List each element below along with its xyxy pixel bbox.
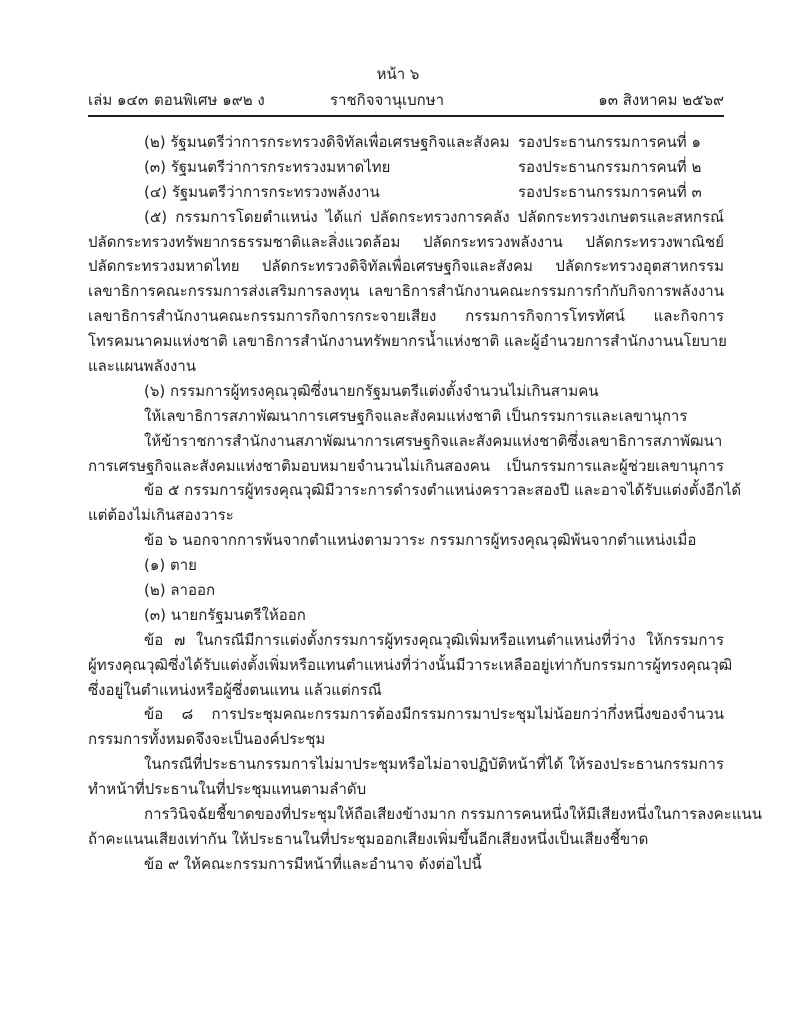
text-line: (๖) กรรมการผู้ทรงคุณวุฒิซึ่งนายกรัฐมนตรีแต่งตั้งจำนวนไม่เกินสามคน bbox=[144, 381, 599, 400]
committee-role: รองประธานกรรมการคนที่ ๒ bbox=[518, 157, 702, 176]
list-item: (๑) ตาย bbox=[144, 556, 197, 575]
gazette-title: ราชกิจจานุเบกษา bbox=[330, 91, 445, 109]
text-line: แต่ต้องไม่เกินสองวาระ bbox=[88, 506, 234, 525]
publication-date: ๑๓ สิงหาคม ๒๕๖๙ bbox=[598, 91, 724, 109]
text-line: ปลัดกระทรวงมหาดไทย ปลัดกระทรวงดิจิทัลเพื่อเศรษฐกิจและสังคม ปลัดกระทรวงอุตสาหกรรม bbox=[88, 257, 724, 276]
clause-line: ข้อ ๗ ในกรณีมีการแต่งตั้งกรรมการผู้ทรงคุณวุฒิเพิ่มหรือแทนตำแหน่งที่ว่าง ให้กรรมการ bbox=[144, 630, 724, 649]
running-header bbox=[88, 88, 724, 114]
text-line: ให้เลขาธิการสภาพัฒนาการเศรษฐกิจและสังคมแห่งชาติ เป็นกรรมการและเลขานุการ bbox=[144, 406, 688, 425]
committee-row bbox=[88, 180, 724, 205]
text-line: ปลัดกระทรวงทรัพยากรธรรมชาติและสิ่งแวดล้อม ปลัดกระทรวงพลังงาน ปลัดกระทรวงพาณิชย์ bbox=[88, 232, 724, 251]
list-item: (๓) นายกรัฐมนตรีให้ออก bbox=[144, 605, 306, 624]
clause-line: ข้อ ๙ ให้คณะกรรมการมีหน้าที่และอำนาจ ดังต่อไปนี้ bbox=[144, 854, 482, 873]
volume-number: เล่ม ๑๔๓ bbox=[88, 91, 149, 109]
committee-role: รองประธานกรรมการคนที่ ๑ bbox=[518, 133, 701, 151]
header-rule bbox=[88, 115, 724, 117]
document-body bbox=[88, 130, 762, 877]
text-line: เลขาธิการคณะกรรมการส่งเสริมการลงทุน เลขาธิการสำนักงานคณะกรรมการกำกับกิจการพลังงาน bbox=[88, 282, 724, 301]
text-line: ผู้ทรงคุณวุฒิซึ่งได้รับแต่งตั้งเพิ่มหรือแทนตำแหน่งที่ว่างนั้นมีวาระเหลืออยู่เท่ากับกรรมการผู้ทรงคุณวุฒิ bbox=[88, 655, 733, 674]
committee-row bbox=[88, 155, 724, 180]
clause-line: ข้อ ๕ กรรมการผู้ทรงคุณวุฒิมีวาระการดำรงตำแหน่งคราวละสองปี และอาจได้รับแต่งตั้งอีกได้ bbox=[144, 481, 742, 500]
text-line: ให้ข้าราชการสำนักงานสภาพัฒนาการเศรษฐกิจและสังคมแห่งชาติซึ่งเลขาธิการสภาพัฒนา bbox=[144, 431, 723, 450]
section-number: ตอนพิเศษ ๑๙๒ ง bbox=[154, 91, 265, 109]
committee-role: รองประธานกรรมการคนที่ ๓ bbox=[518, 182, 702, 201]
committee-member: (๒) รัฐมนตรีว่าการกระทรวงดิจิทัลเพื่อเศรษฐกิจและสังคม bbox=[144, 133, 510, 151]
text-line: ในกรณีที่ประธานกรรมการไม่มาประชุมหรือไม่อาจปฏิบัติหน้าที่ได้ ให้รองประธานกรรมการ bbox=[144, 755, 724, 774]
text-line: กรรมการทั้งหมดจึงจะเป็นองค์ประชุม bbox=[88, 730, 326, 749]
committee-member: (๓) รัฐมนตรีว่าการกระทรวงมหาดไทย bbox=[144, 157, 391, 176]
text-line: (๕) กรรมการโดยตำแหน่ง ได้แก่ ปลัดกระทรวงการคลัง ปลัดกระทรวงเกษตรและสหกรณ์ bbox=[144, 207, 724, 226]
text-line: เลขาธิการสำนักงานคณะกรรมการกิจการกระจายเสียง กรรมการกิจการโทรทัศน์ และกิจการ bbox=[88, 307, 724, 326]
text-line: ถ้าคะแนนเสียงเท่ากัน ให้ประธานในที่ประชุมออกเสียงเพิ่มขึ้นอีกเสียงหนึ่งเป็นเสียงชี้ขาด bbox=[88, 829, 649, 848]
text-line: ทำหน้าที่ประธานในที่ประชุมแทนตามลำดับ bbox=[88, 780, 367, 799]
committee-row bbox=[88, 130, 724, 155]
text-line: โทรคมนาคมแห่งชาติ เลขาธิการสำนักงานทรัพยากรน้ำแห่งชาติ และผู้อำนวยการสำนักงานนโยบาย bbox=[88, 332, 727, 351]
clause-line: ข้อ ๘ การประชุมคณะกรรมการต้องมีกรรมการมาประชุมไม่น้อยกว่ากึ่งหนึ่งของจำนวน bbox=[144, 705, 724, 724]
text-line: ซึ่งอยู่ในตำแหน่งหรือผู้ซึ่งตนแทน แล้วแต่กรณี bbox=[88, 680, 382, 699]
text-line: การเศรษฐกิจและสังคมแห่งชาติมอบหมายจำนวนไม่เกินสองคน เป็นกรรมการและผู้ช่วยเลขานุการ bbox=[88, 456, 724, 475]
page-number: หน้า ๖ bbox=[376, 65, 420, 83]
clause-line: ข้อ ๖ นอกจากการพ้นจากตำแหน่งตามวาระ กรรมการผู้ทรงคุณวุฒิพ้นจากตำแหน่งเมื่อ bbox=[144, 531, 697, 550]
committee-member: (๔) รัฐมนตรีว่าการกระทรวงพลังงาน bbox=[144, 182, 380, 201]
list-item: (๒) ลาออก bbox=[144, 581, 216, 600]
text-line: และแผนพลังงาน bbox=[88, 357, 197, 376]
text-line: การวินิจฉัยชี้ขาดของที่ประชุมให้ถือเสียงข้างมาก กรรมการคนหนึ่งให้มีเสียงหนึ่งในการลงคะแนน bbox=[144, 805, 762, 824]
